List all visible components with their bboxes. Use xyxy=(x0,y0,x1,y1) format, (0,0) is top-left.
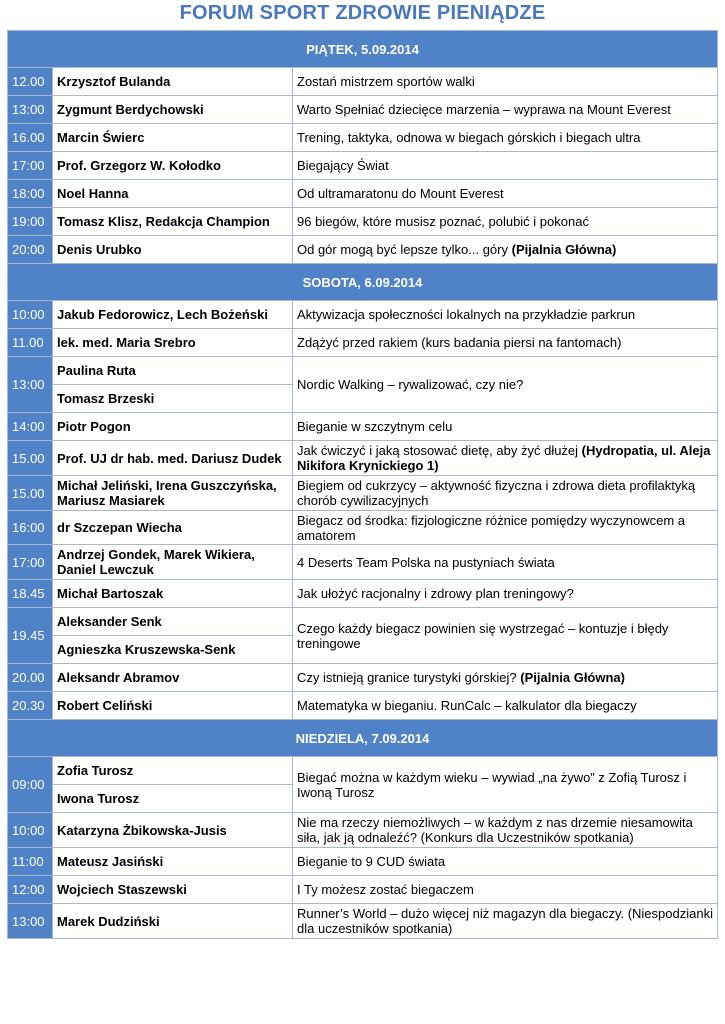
topic-cell: Warto Spełniać dziecięce marzenia – wyprawa na Mount Everest xyxy=(293,96,718,124)
speaker-cell: Zofia Turosz xyxy=(53,757,293,785)
speaker-cell: Denis Urubko xyxy=(53,236,293,264)
table-row xyxy=(8,124,718,152)
venue-note: (Pijalnia Główna) xyxy=(511,242,617,257)
speaker-cell: Andrzej Gondek, Marek Wikiera, Daniel Lewczuk xyxy=(53,545,293,580)
table-row xyxy=(8,329,718,357)
topic-cell xyxy=(293,236,718,264)
topic-cell: Zostań mistrzem sportów walki xyxy=(293,68,718,96)
topic-cell: Trening, taktyka, odnowa w biegach górskich i biegach ultra xyxy=(293,124,718,152)
speaker-cell: Iwona Turosz xyxy=(53,785,293,813)
topic-cell: Nordic Walking – rywalizować, czy nie? xyxy=(293,357,718,413)
speaker-cell: Prof. Grzegorz W. Kołodko xyxy=(53,152,293,180)
speaker-cell: Wojciech Staszewski xyxy=(53,876,293,904)
time-cell: 09:00 xyxy=(8,757,53,813)
time-cell: 19.45 xyxy=(8,608,53,664)
venue-note: (Pijalnia Główna) xyxy=(520,670,625,685)
time-cell: 16.00 xyxy=(8,124,53,152)
time-cell: 13:00 xyxy=(8,96,53,124)
page-title: FORUM SPORT ZDROWIE PIENIĄDZE xyxy=(179,2,546,24)
table-row xyxy=(8,96,718,124)
table-row xyxy=(8,301,718,329)
time-cell: 16:00 xyxy=(8,511,53,545)
speaker-cell: Tomasz Brzeski xyxy=(53,385,293,413)
day-header-friday: PIĄTEK, 5.09.2014 xyxy=(8,31,718,68)
table-row xyxy=(8,580,718,608)
speaker-cell: Tomasz Klisz, Redakcja Champion xyxy=(53,208,293,236)
time-cell: 15.00 xyxy=(8,476,53,511)
topic-cell: Biegać można w każdym wieku – wywiad „na żywo” z Zofią Turosz i Iwoną Turosz xyxy=(293,757,718,813)
topic-cell: Bieganie w szczytnym celu xyxy=(293,413,718,441)
topic-text: Od gór mogą być lepsze tylko... góry xyxy=(297,242,512,257)
speaker-cell: Marek Dudziński xyxy=(53,904,293,939)
table-row xyxy=(8,511,718,545)
table-row xyxy=(8,545,718,580)
speaker-cell: Marcin Świerc xyxy=(53,124,293,152)
time-cell: 18:00 xyxy=(8,180,53,208)
time-cell: 20.00 xyxy=(8,664,53,692)
time-cell: 17:00 xyxy=(8,545,53,580)
speaker-cell: Aleksander Senk xyxy=(53,608,293,636)
table-row xyxy=(8,152,718,180)
speaker-cell: Michał Bartoszak xyxy=(53,580,293,608)
time-cell: 10:00 xyxy=(8,301,53,329)
time-cell: 20.30 xyxy=(8,692,53,720)
speaker-cell: Michał Jeliński, Irena Guszczyńska, Mariusz Masiarek xyxy=(53,476,293,511)
day-header-saturday: SOBOTA, 6.09.2014 xyxy=(8,264,718,301)
speaker-cell: Krzysztof Bulanda xyxy=(53,68,293,96)
time-cell: 11.00 xyxy=(8,329,53,357)
topic-cell: Biegacz od środka: fizjologiczne różnice pomiędzy wyczynowcem a amatorem xyxy=(293,511,718,545)
time-cell: 13:00 xyxy=(8,904,53,939)
time-cell: 18.45 xyxy=(8,580,53,608)
topic-cell xyxy=(293,441,718,476)
table-row xyxy=(8,692,718,720)
table-row xyxy=(8,357,718,385)
time-cell: 13:00 xyxy=(8,357,53,413)
day-header-sunday: NIEDZIELA, 7.09.2014 xyxy=(8,720,718,757)
topic-cell: Runner’s World – dużo więcej niż magazyn dla biegaczy. (Niespodzianki dla uczestników spotkania) xyxy=(293,904,718,939)
speaker-cell: Prof. UJ dr hab. med. Dariusz Dudek xyxy=(53,441,293,476)
speaker-cell: Piotr Pogon xyxy=(53,413,293,441)
schedule-table xyxy=(7,30,718,939)
table-row xyxy=(8,904,718,939)
time-cell: 19:00 xyxy=(8,208,53,236)
topic-cell: 96 biegów, które musisz poznać, polubić i pokonać xyxy=(293,208,718,236)
time-cell: 11:00 xyxy=(8,848,53,876)
table-row xyxy=(8,68,718,96)
table-row xyxy=(8,848,718,876)
topic-cell: Od ultramaratonu do Mount Everest xyxy=(293,180,718,208)
topic-cell: 4 Deserts Team Polska na pustyniach świata xyxy=(293,545,718,580)
topic-cell: Biegiem od cukrzycy – aktywność fizyczna i zdrowa dieta profilaktyką chorób cywilizacyjnych xyxy=(293,476,718,511)
time-cell: 14:00 xyxy=(8,413,53,441)
topic-cell: Zdążyć przed rakiem (kurs badania piersi na fantomach) xyxy=(293,329,718,357)
time-cell: 10:00 xyxy=(8,813,53,848)
venue-note: (Hydropatia, ul. Aleja Nikifora Krynickiego 1) xyxy=(297,443,711,473)
table-row xyxy=(8,441,718,476)
topic-cell: Matematyka w bieganiu. RunCalc – kalkulator dla biegaczy xyxy=(293,692,718,720)
speaker-cell: lek. med. Maria Srebro xyxy=(53,329,293,357)
speaker-cell: Noel Hanna xyxy=(53,180,293,208)
speaker-cell: Mateusz Jasiński xyxy=(53,848,293,876)
speaker-cell: Agnieszka Kruszewska-Senk xyxy=(53,636,293,664)
speaker-cell: Zygmunt Berdychowski xyxy=(53,96,293,124)
topic-text: Czy istnieją granice turystyki górskiej? xyxy=(297,670,521,685)
table-row xyxy=(8,180,718,208)
speaker-cell: Aleksandr Abramov xyxy=(53,664,293,692)
topic-cell: Jak ułożyć racjonalny i zdrowy plan treningowy? xyxy=(293,580,718,608)
topic-cell xyxy=(293,664,718,692)
topic-cell: Czego każdy biegacz powinien się wystrzegać – kontuzje i błędy treningowe xyxy=(293,608,718,664)
topic-cell: I Ty możesz zostać biegaczem xyxy=(293,876,718,904)
table-row xyxy=(8,236,718,264)
time-cell: 17:00 xyxy=(8,152,53,180)
topic-cell: Aktywizacja społeczności lokalnych na przykładzie parkrun xyxy=(293,301,718,329)
speaker-cell: Jakub Fedorowicz, Lech Bożeński xyxy=(53,301,293,329)
table-row xyxy=(8,208,718,236)
topic-text: Jak ćwiczyć i jaką stosować dietę, aby żyć dłużej xyxy=(297,443,582,458)
time-cell: 12:00 xyxy=(8,876,53,904)
speaker-cell: Paulina Ruta xyxy=(53,357,293,385)
speaker-cell: Katarzyna Żbikowska-Jusis xyxy=(53,813,293,848)
time-cell: 12.00 xyxy=(8,68,53,96)
speaker-cell: Robert Celiński xyxy=(53,692,293,720)
topic-cell: Nie ma rzeczy niemożliwych – w każdym z nas drzemie niesamowita siła, jak ją odnaleźć? (Konkurs dla Uczestników spotkania) xyxy=(293,813,718,848)
table-row xyxy=(8,757,718,785)
table-row xyxy=(8,413,718,441)
table-row xyxy=(8,664,718,692)
speaker-cell: dr Szczepan Wiecha xyxy=(53,511,293,545)
time-cell: 15.00 xyxy=(8,441,53,476)
topic-cell: Biegający Świat xyxy=(293,152,718,180)
table-row xyxy=(8,813,718,848)
table-row xyxy=(8,608,718,636)
topic-cell: Bieganie to 9 CUD świata xyxy=(293,848,718,876)
table-row xyxy=(8,876,718,904)
time-cell: 20:00 xyxy=(8,236,53,264)
table-row xyxy=(8,476,718,511)
